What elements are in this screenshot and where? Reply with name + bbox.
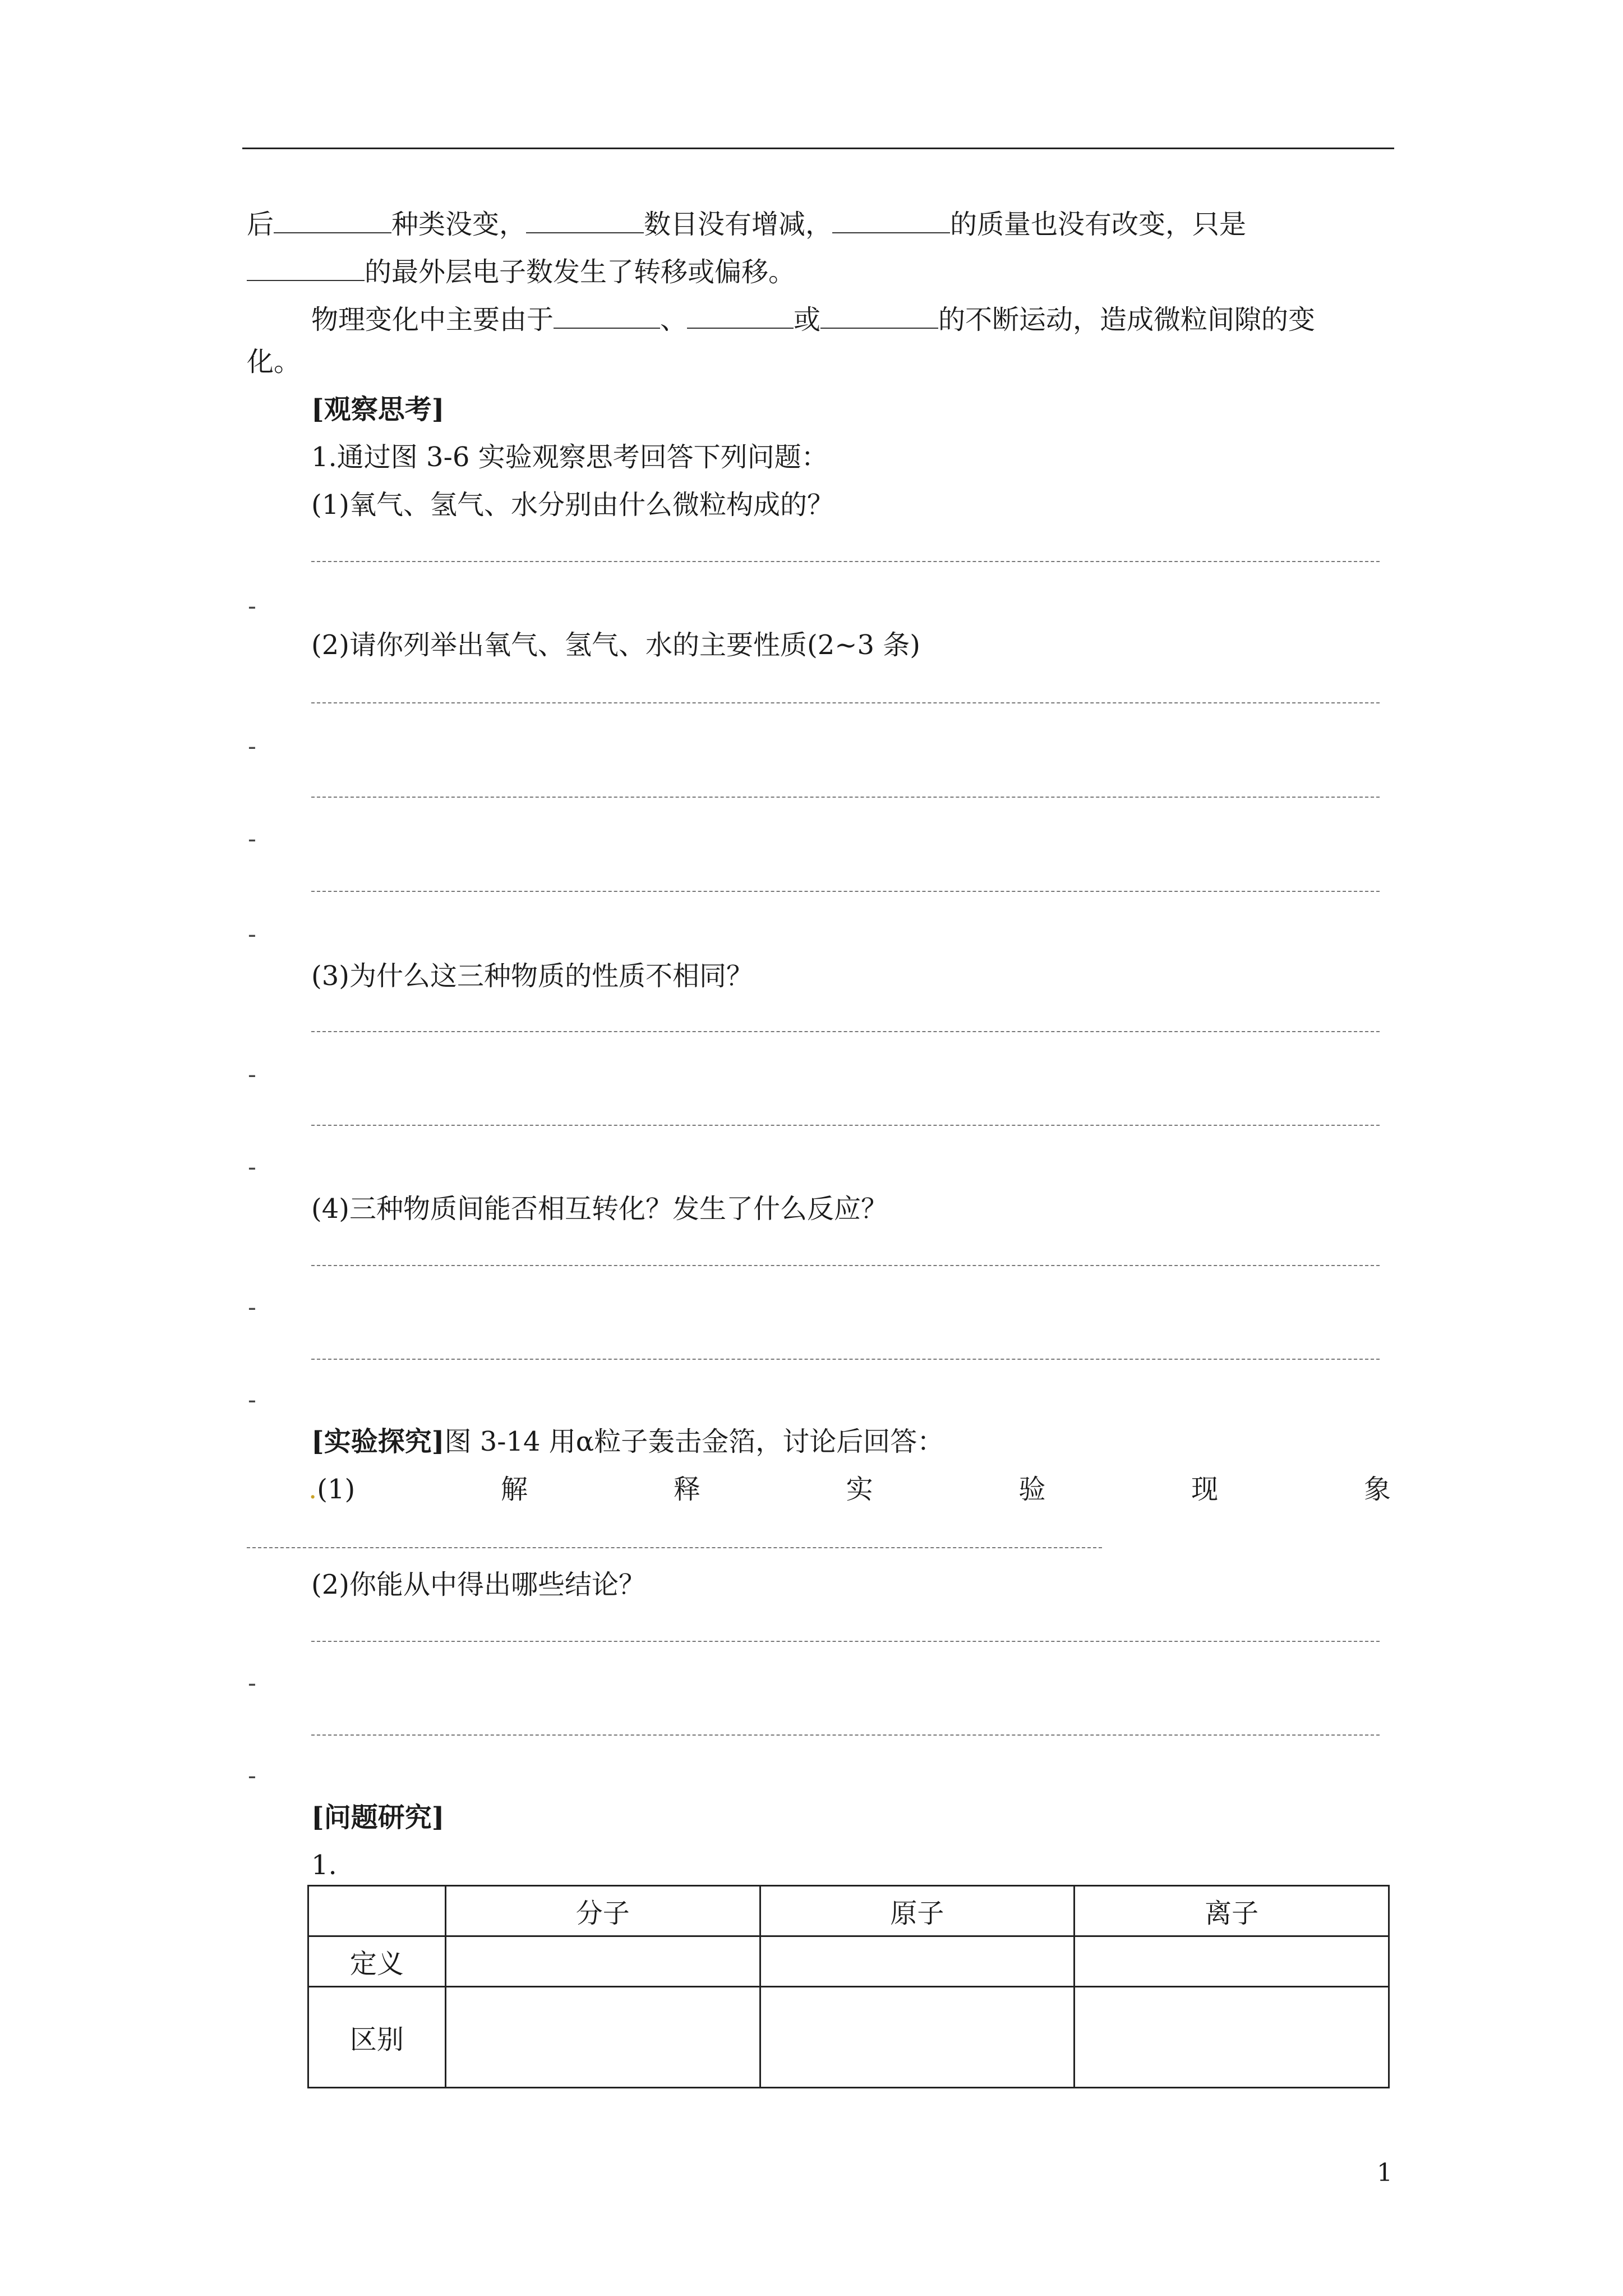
table-header-cell: 原子 xyxy=(760,1886,1075,1936)
answer-line[interactable] xyxy=(247,1547,1102,1548)
table-header-cell: 分子 xyxy=(445,1886,760,1936)
fill-blank[interactable] xyxy=(832,210,950,233)
fill-blank[interactable] xyxy=(820,305,938,329)
research-heading: [问题研究] xyxy=(311,1802,445,1833)
page-number: 1 xyxy=(1377,2159,1393,2187)
dash-mark: - xyxy=(248,732,256,761)
dash-mark: - xyxy=(248,592,256,620)
dash-mark: - xyxy=(248,1669,256,1697)
word: 释 xyxy=(673,1474,700,1505)
fill-blank[interactable] xyxy=(274,210,391,233)
table-cell[interactable] xyxy=(445,1936,760,1987)
table-header-cell: 离子 xyxy=(1075,1886,1389,1936)
answer-line[interactable] xyxy=(311,797,1380,798)
intro-text: 后 xyxy=(247,209,274,240)
answer-line[interactable] xyxy=(311,1265,1380,1266)
dash-mark: - xyxy=(248,920,256,949)
table-header-cell xyxy=(308,1886,446,1936)
intro-text: 的最外层电子数发生了转移或偏移。 xyxy=(365,256,796,288)
word: 实 xyxy=(846,1474,873,1505)
observe-question-intro: 1.通过图 3-6 实验观察思考回答下列问题： xyxy=(311,441,828,473)
row-label: 定义 xyxy=(308,1936,446,1987)
intro-text: 的不断运动，造成微粒间隙的变 xyxy=(938,304,1316,335)
table-cell[interactable] xyxy=(760,1936,1075,1987)
header-rule xyxy=(242,148,1394,149)
fill-blank[interactable] xyxy=(554,305,660,329)
comparison-table xyxy=(307,1885,1390,2088)
answer-line[interactable] xyxy=(311,702,1380,703)
table-header-row xyxy=(308,1886,1389,1936)
word: 解 xyxy=(501,1474,528,1505)
observe-heading: [观察思考] xyxy=(311,394,445,425)
answer-line[interactable] xyxy=(311,1125,1380,1126)
intro-line-4: 化。 xyxy=(247,346,301,378)
dash-mark: - xyxy=(248,1153,256,1181)
dash-mark: - xyxy=(248,825,256,853)
intro-text: 、 xyxy=(660,304,688,335)
intro-line-3 xyxy=(311,303,1315,337)
word: 现 xyxy=(1191,1474,1219,1505)
question-3: (3)为什么这三种物质的性质不相同？ xyxy=(311,960,753,992)
answer-line[interactable] xyxy=(311,1734,1380,1736)
intro-text: 或 xyxy=(794,304,821,335)
row-label: 区别 xyxy=(308,1987,446,2088)
table-cell[interactable] xyxy=(1075,1987,1389,2088)
intro-text: 物理变化中主要由于 xyxy=(311,304,554,335)
word: 象 xyxy=(1363,1474,1391,1505)
dash-mark: - xyxy=(248,1060,256,1089)
experiment-question-2: (2)你能从中得出哪些结论？ xyxy=(311,1569,645,1600)
question-4: (4)三种物质间能否相互转化？发生了什么反应？ xyxy=(311,1193,888,1225)
experiment-text: 图 3-14 用α粒子轰击金箔，讨论后回答： xyxy=(444,1426,944,1457)
dash-mark: - xyxy=(248,1386,256,1414)
question-1: (1)氧气、氢气、水分别由什么微粒构成的？ xyxy=(311,489,834,521)
intro-line-1 xyxy=(247,208,1246,241)
answer-line[interactable] xyxy=(311,1641,1380,1642)
experiment-heading: [实验探究] xyxy=(311,1426,445,1457)
table-cell[interactable] xyxy=(445,1987,760,2088)
question-2: (2)请你列举出氧气、氢气、水的主要性质(2~3 条) xyxy=(311,629,921,661)
dash-mark: - xyxy=(248,1293,256,1322)
fill-blank[interactable] xyxy=(526,210,644,233)
table-cell[interactable] xyxy=(1075,1936,1389,1987)
intro-line-2 xyxy=(247,255,795,289)
answer-line[interactable] xyxy=(311,1031,1380,1032)
dash-mark: - xyxy=(248,1761,256,1790)
intro-text: 的质量也没有改变，只是 xyxy=(950,209,1247,240)
table-row xyxy=(308,1936,1389,1987)
word: .(1) xyxy=(308,1474,356,1505)
table-row xyxy=(308,1987,1389,2088)
experiment-question-1 xyxy=(308,1473,1391,1506)
answer-line[interactable] xyxy=(311,1359,1380,1360)
fill-blank[interactable] xyxy=(247,257,365,281)
experiment-line xyxy=(311,1425,944,1458)
word: 验 xyxy=(1018,1474,1046,1505)
intro-text: 数目没有增减， xyxy=(644,209,833,240)
table-cell[interactable] xyxy=(760,1987,1075,2088)
answer-line[interactable] xyxy=(311,891,1380,892)
fill-blank[interactable] xyxy=(687,305,794,329)
research-number: 1. xyxy=(311,1849,337,1881)
intro-text: 种类没变， xyxy=(391,209,527,240)
answer-line[interactable] xyxy=(311,561,1380,562)
